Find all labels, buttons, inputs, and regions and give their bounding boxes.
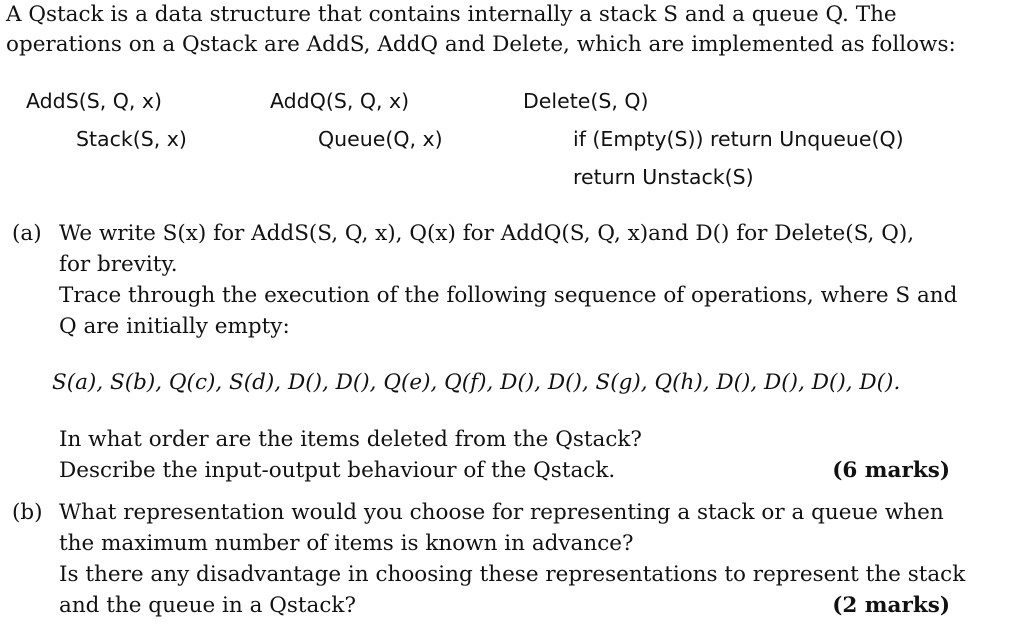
part-b-line-4: and the queue in a Qstack? xyxy=(59,593,356,618)
part-a-question-2: Describe the input-output behaviour of the Qstack. xyxy=(59,458,616,483)
adds-body: Stack(S, x) xyxy=(76,127,187,151)
intro-line-1: A Qstack is a data structure that contains internally a stack S and a queue Q. The xyxy=(6,2,897,27)
part-a-line-1: We write S(x) for AddS(S, Q, x), Q(x) for AddQ(S, Q, x)and D() for Delete(S, Q), xyxy=(59,221,915,246)
delete-line-2: return Unstack(S) xyxy=(573,165,754,189)
operation-sequence: S(a), S(b), Q(c), S(d), D(), D(), Q(e), Q(f), D(), D(), S(g), Q(h), D(), D(), D(), D(). xyxy=(52,370,901,395)
part-a-line-4: Q are initially empty: xyxy=(59,314,290,339)
part-a-line-3: Trace through the execution of the following sequence of operations, where S and xyxy=(59,283,958,308)
part-a-marks: (6 marks) xyxy=(832,458,950,483)
addq-body: Queue(Q, x) xyxy=(318,127,443,151)
part-a-line-2: for brevity. xyxy=(59,252,178,277)
intro-line-2: operations on a Qstack are AddS, AddQ and Delete, which are implemented as follows: xyxy=(6,32,956,57)
part-b-line-2: the maximum number of items is known in advance? xyxy=(59,531,634,556)
part-a-question-1: In what order are the items deleted from the Qstack? xyxy=(59,427,642,452)
part-b-label: (b) xyxy=(12,500,43,525)
delete-header: Delete(S, Q) xyxy=(523,89,649,113)
addq-header: AddQ(S, Q, x) xyxy=(270,89,410,113)
part-b-line-3: Is there any disadvantage in choosing these representations to represent the stack xyxy=(59,562,966,587)
part-a-label: (a) xyxy=(12,221,42,246)
part-b-marks: (2 marks) xyxy=(832,593,950,618)
delete-line-1: if (Empty(S)) return Unqueue(Q) xyxy=(573,127,904,151)
adds-header: AddS(S, Q, x) xyxy=(26,89,163,113)
part-b-line-1: What representation would you choose for representing a stack or a queue when xyxy=(59,500,944,525)
